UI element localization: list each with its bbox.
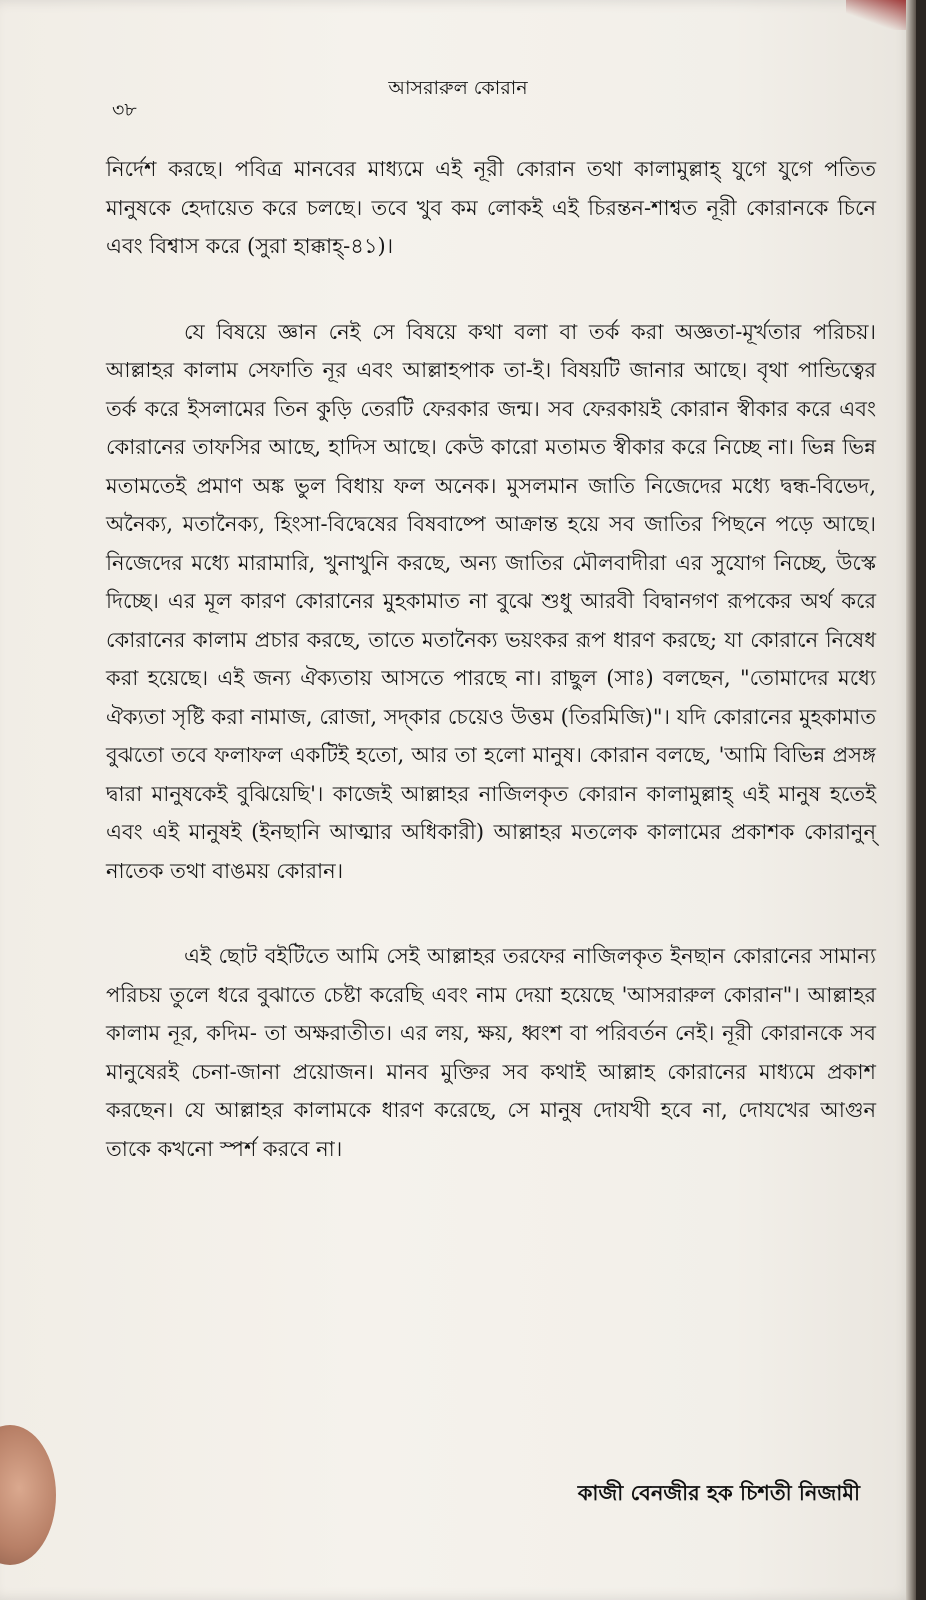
page-number: ৩৮ bbox=[112, 99, 137, 121]
paragraph-2: যে বিষয়ে জ্ঞান নেই সে বিষয়ে কথা বলা বা তর্ক করা অজ্ঞতা-মূর্খতার পরিচয়। আল্লাহর কালাম সেফাতি নূর এবং আল্লাহপাক তা-ই। বিষয়টি জানার আছে। বৃথা পান্ডিত্বের তর্ক করে ইসলামের তিন কুড়ি তেরটি ফেরকার জন্ম। সব ফেরকায়ই কোরান স্বীকার করে এবং কোরানের তাফসির আছে, হাদিস আছে। কেউ কারো মতামত স্বীকার করে নিচ্ছে না। ভিন্ন ভিন্ন মতামতেই প্রমাণ অঙ্ক ভুল বিধায় ফল অনেক। মুসলমান জাতি নিজেদের মধ্যে দ্বন্ধ-বিভেদ, অনৈক্য, মতানৈক্য, হিংসা-বিদ্বেষের বিষবাষ্পে আক্রান্ত হয়ে সব জাতির পিছনে পড়ে আছে। নিজেদের মধ্যে মারামারি, খুনাখুনি করছে, অন্য জাতির মৌলবাদীরা এর সুযোগ নিচ্ছে, উস্কে দিচ্ছে। এর মূল কারণ কোরানের মুহকামাত না বুঝে শুধু আরবী বিদ্বানগণ রূপকের অর্থ করে কোরানের কালাম প্রচার করছে, তাতে মতানৈক্য ভয়ংকর রূপ ধারণ করছে; যা কোরানে নিষেধ করা হয়েছে। এই জন্য ঐক্যতায় আসতে পারছে না। রাছুল (সাঃ) বলছেন, "তোমাদের মধ্যে ঐক্যতা সৃষ্টি করা নামাজ, রোজা, সদ্কার চেয়েও উত্তম (তিরমিজি)"। যদি কোরানের মুহকামাত বুঝতো তবে ফলাফল একটিই হতো, আর তা হলো মানুষ। কোরান বলছে, 'আমি বিভিন্ন প্রসঙ্গ দ্বারা মানুষকেই বুঝিয়েছি'। কাজেই আল্লাহর নাজিলকৃত কোরান কালামুল্লাহ্ এই মানুষ হতেই এবং এই মানুষই (ইনছানি আত্মার অধিকারী) আল্লাহর মতলেক কালামের প্রকাশক কোরানুন্ নাতেক তথা বাঙময় কোরান। bbox=[106, 319, 876, 883]
book-header: আসরারুল কোরান bbox=[388, 77, 528, 99]
page-body bbox=[106, 150, 876, 1168]
author-signature: কাজী বেনজীর হক চিশতী নিজামী bbox=[577, 1481, 860, 1505]
page-edge bbox=[906, 0, 916, 1600]
paragraph-1: নির্দেশ করছে। পবিত্র মানবের মাধ্যমে এই নূরী কোরান তথা কালামুল্লাহ্ যুগে যুগে পতিত মানুষকে হেদায়েত করে চলছে। তবে খুব কম লোকই এই চিরন্তন-শাশ্বত নূরী কোরানকে চিনে এবং বিশ্বাস করে (সুরা হাক্কাহ্-৪১)। bbox=[106, 157, 876, 258]
paragraph-3: এই ছোট বইটিতে আমি সেই আল্লাহর তরফের নাজিলকৃত ইনছান কোরানের সামান্য পরিচয় তুলে ধরে বুঝাতে চেষ্টা করেছি এবং নাম দেয়া হয়েছে 'আসরারুল কোরান"। আল্লাহর কালাম নূর, কদিম- তা অক্ষরাতীত। এর লয়, ক্ষয়, ধ্বংশ বা পরিবর্তন নেই। নূরী কোরানকে সব মানুষেরই চেনা-জানা প্রয়োজন। মানব মুক্তির সব কথাই আল্লাহ কোরানের মাধ্যমে প্রকাশ করছেন। যে আল্লাহর কালামকে ধারণ করেছে, সে মানুষ দোযখী হবে না, দোযখের আগুন তাকে কখনো স্পর্শ করবে না। bbox=[106, 944, 876, 1161]
thumb-shadow bbox=[0, 1425, 56, 1565]
